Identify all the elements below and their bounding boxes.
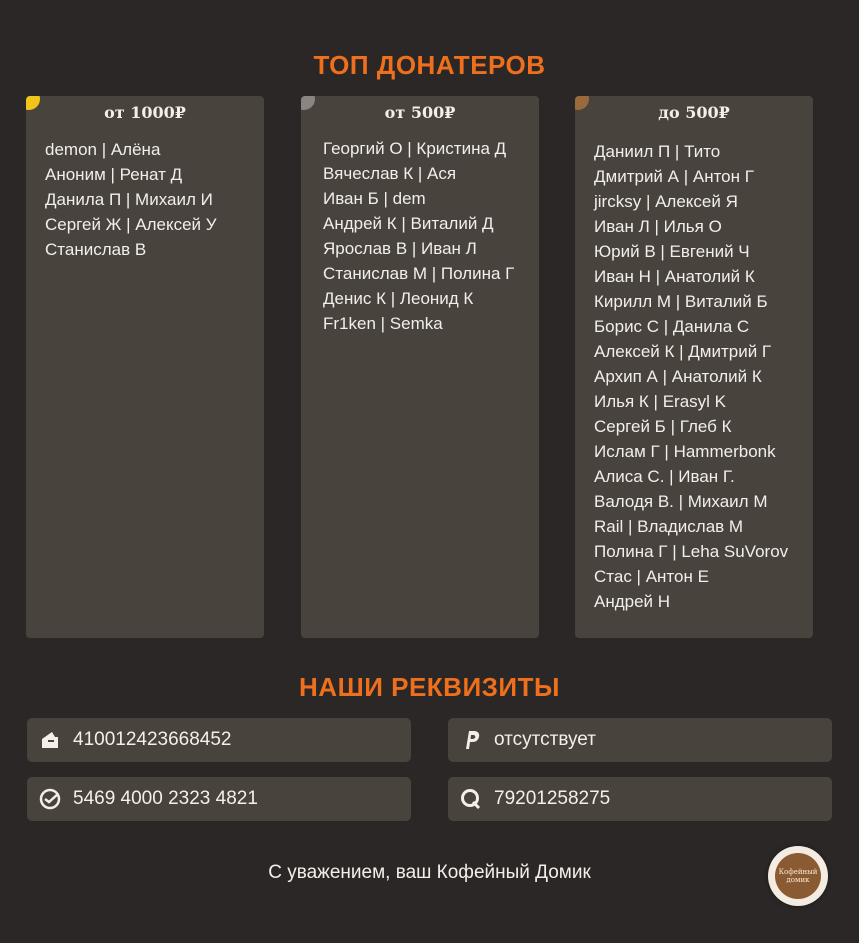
donor-entry: demon | Алёна <box>45 140 161 159</box>
requisite-value: отсутствует <box>494 729 596 750</box>
sberbank-icon <box>37 786 63 812</box>
donor-list <box>575 139 813 614</box>
column-heading: до 500₽ <box>658 103 730 122</box>
donor-entry: Иван Н | Анатолий К <box>594 267 755 286</box>
requisite-yoomoney[interactable] <box>27 718 411 762</box>
requisite-qiwi[interactable] <box>448 777 832 821</box>
donor-entry: Георгий О | Кристина Д <box>323 139 507 158</box>
donor-entry: Ярослав В | Иван Л <box>323 239 477 258</box>
donor-entry: Аноним | Ренат Д <box>45 165 183 184</box>
requisite-value: 410012423668452 <box>73 729 232 750</box>
yoomoney-wallet-icon <box>37 727 63 753</box>
requisite-paypal[interactable] <box>448 718 832 762</box>
requisites-title: НАШИ РЕКВИЗИТЫ <box>299 672 560 702</box>
donor-entry: Fr1ken | Semka <box>323 314 443 333</box>
donor-entry: Rail | Владислав М <box>594 517 744 536</box>
qiwi-icon <box>458 786 484 812</box>
donor-entry: Иван Л | Илья О <box>594 217 722 236</box>
donor-entry: Кирилл М | Виталий Б <box>594 292 768 311</box>
donor-entry: Сергей Б | Глеб К <box>594 417 732 436</box>
column-heading: от 500₽ <box>384 103 456 122</box>
donor-entry: Данила П | Михаил И <box>45 190 213 209</box>
donor-entry: Иван Б | dem <box>323 189 426 208</box>
donor-entry: Дмитрий А | Антон Г <box>594 167 754 186</box>
requisite-sberbank[interactable] <box>27 777 411 821</box>
logo-text: Кофейный домик <box>775 853 821 899</box>
donor-column-500 <box>301 96 539 638</box>
donor-column-under-500 <box>575 96 813 638</box>
donor-column-1000 <box>26 96 264 638</box>
donor-entry: Андрей Н <box>594 592 671 611</box>
top-donators-title: ТОП ДОНАТЕРОВ <box>313 50 546 80</box>
donor-entry: Алексей К | Дмитрий Г <box>594 342 772 361</box>
donor-entry: Алиса С. | Иван Г. <box>594 467 735 486</box>
donor-entry: Даниил П | Тито <box>594 142 721 161</box>
donor-list <box>26 137 264 262</box>
donor-entry: jircksy | Алексей Я <box>594 192 738 211</box>
donor-entry: Денис К | Леонид К <box>323 289 474 308</box>
requisite-value: 5469 4000 2323 4821 <box>73 788 258 809</box>
donor-entry: Стас | Антон Е <box>594 567 709 586</box>
donor-entry: Юрий В | Евгений Ч <box>594 242 750 261</box>
donor-entry: Валодя В. | Михаил М <box>594 492 768 511</box>
coffee-house-logo[interactable] <box>768 846 828 906</box>
donor-entry: Сергей Ж | Алексей У <box>45 215 217 234</box>
paypal-icon <box>458 727 484 753</box>
donor-entry: Станислав М | Полина Г <box>323 264 515 283</box>
donor-entry: Андрей К | Виталий Д <box>323 214 494 233</box>
donor-entry: Ислам Г | Hammerbonk <box>594 442 776 461</box>
requisite-value: 79201258275 <box>494 788 611 809</box>
donor-list <box>301 136 539 336</box>
column-heading: от 1000₽ <box>104 103 186 122</box>
donor-entry: Архип А | Анатолий К <box>594 367 762 386</box>
footer-signature: С уважением, ваш Кофейный Домик <box>268 862 591 883</box>
donor-entry: Станислав В <box>45 240 147 259</box>
donor-entry: Полина Г | Leha SuVorov <box>594 542 789 561</box>
donor-entry: Борис С | Данила С <box>594 317 750 336</box>
donor-entry: Илья К | Erasyl K <box>594 392 726 411</box>
donor-entry: Вячеслав К | Ася <box>323 164 457 183</box>
